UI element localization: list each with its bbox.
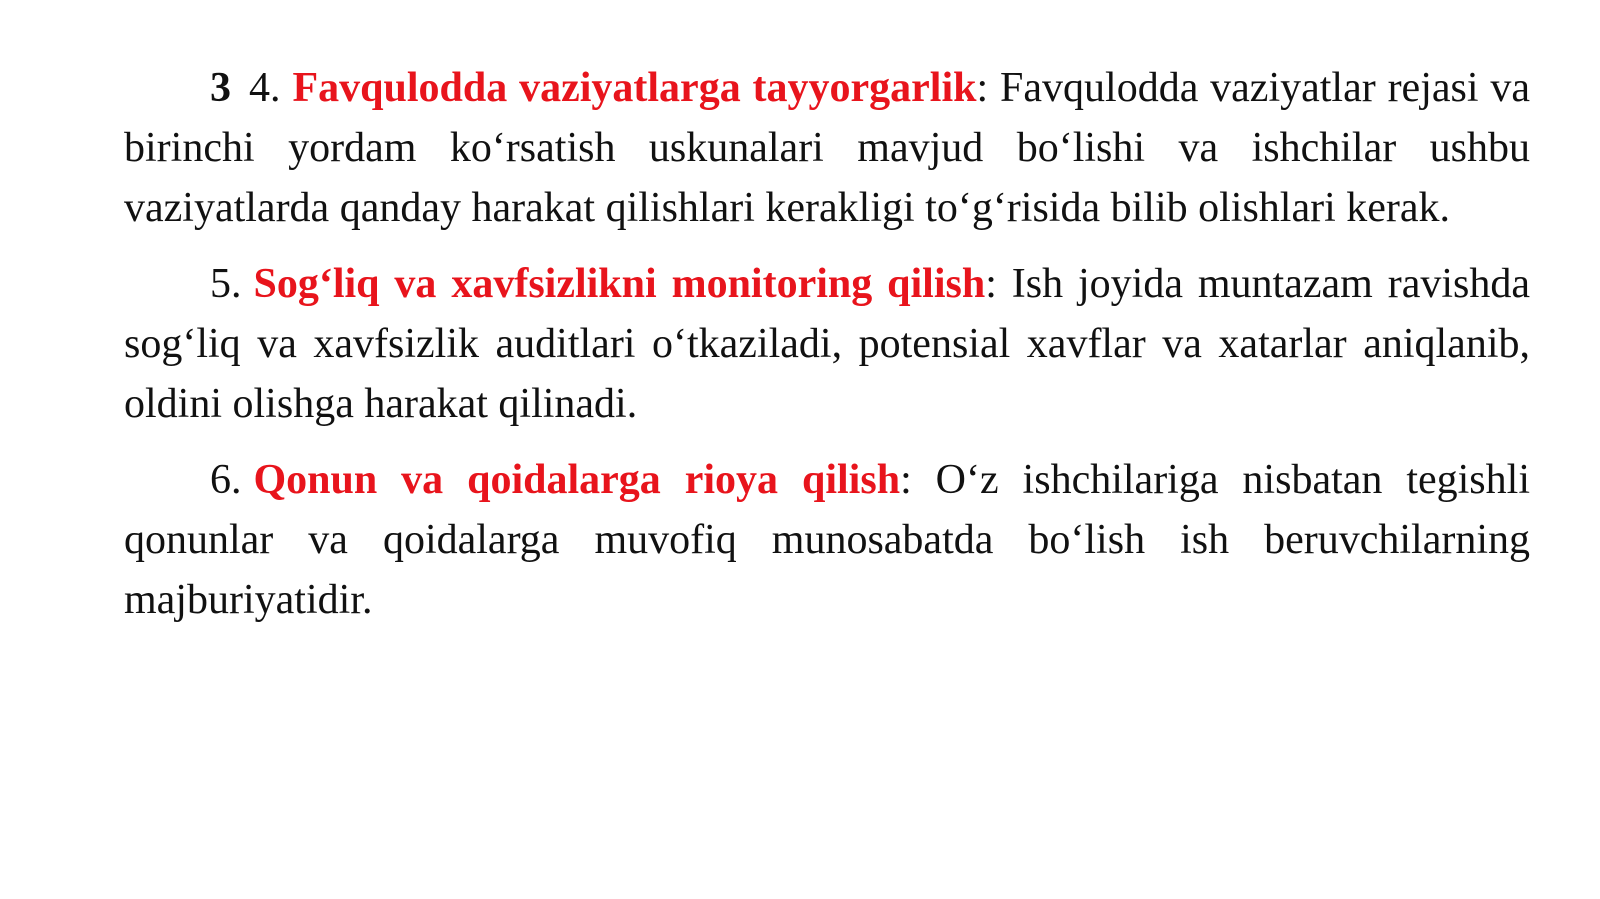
item-number: 4.: [249, 65, 281, 111]
item-separator: :: [900, 457, 912, 503]
item-title: Qonun va qoidalarga rioya qilish: [253, 457, 901, 503]
item-body: Ish joyida muntazam ravishda sog‘liq va xavfsizlik auditlari o‘tkaziladi, potensial xavflar va xatarlar aniqlanib, oldini olishga harakat qilinadi.: [124, 261, 1530, 427]
item-title: Favqulodda vaziyatlarga tayyorgarlik: [292, 65, 977, 111]
paragraph-health-safety-monitoring: [124, 254, 1530, 434]
item-body: O‘z ishchilariga nisbatan tegishli qonunlar va qoidalarga muvofiq munosabatda bo‘lish ish beruvchilarning majburiyatidir.: [124, 457, 1530, 623]
item-title: Sog‘liq va xavfsizlikni monitoring qilish: [253, 261, 986, 307]
item-body: Favqulodda vaziyatlar rejasi va birinchi yordam ko‘rsatish uskunalari mavjud bo‘lishi va ishchilar ushbu vaziyatlarda qanday harakat qilishlari kerakligi to‘g‘risida bilib olishlari kerak.: [124, 65, 1530, 231]
slide-number-marker: 3: [210, 65, 231, 111]
paragraph-legal-compliance: [124, 450, 1530, 630]
item-separator: :: [976, 65, 989, 111]
item-number: 6.: [210, 457, 242, 503]
item-number: 5.: [210, 261, 242, 307]
paragraph-emergency-preparedness: [124, 58, 1530, 238]
slide-content: [124, 58, 1530, 630]
item-separator: :: [985, 261, 997, 307]
